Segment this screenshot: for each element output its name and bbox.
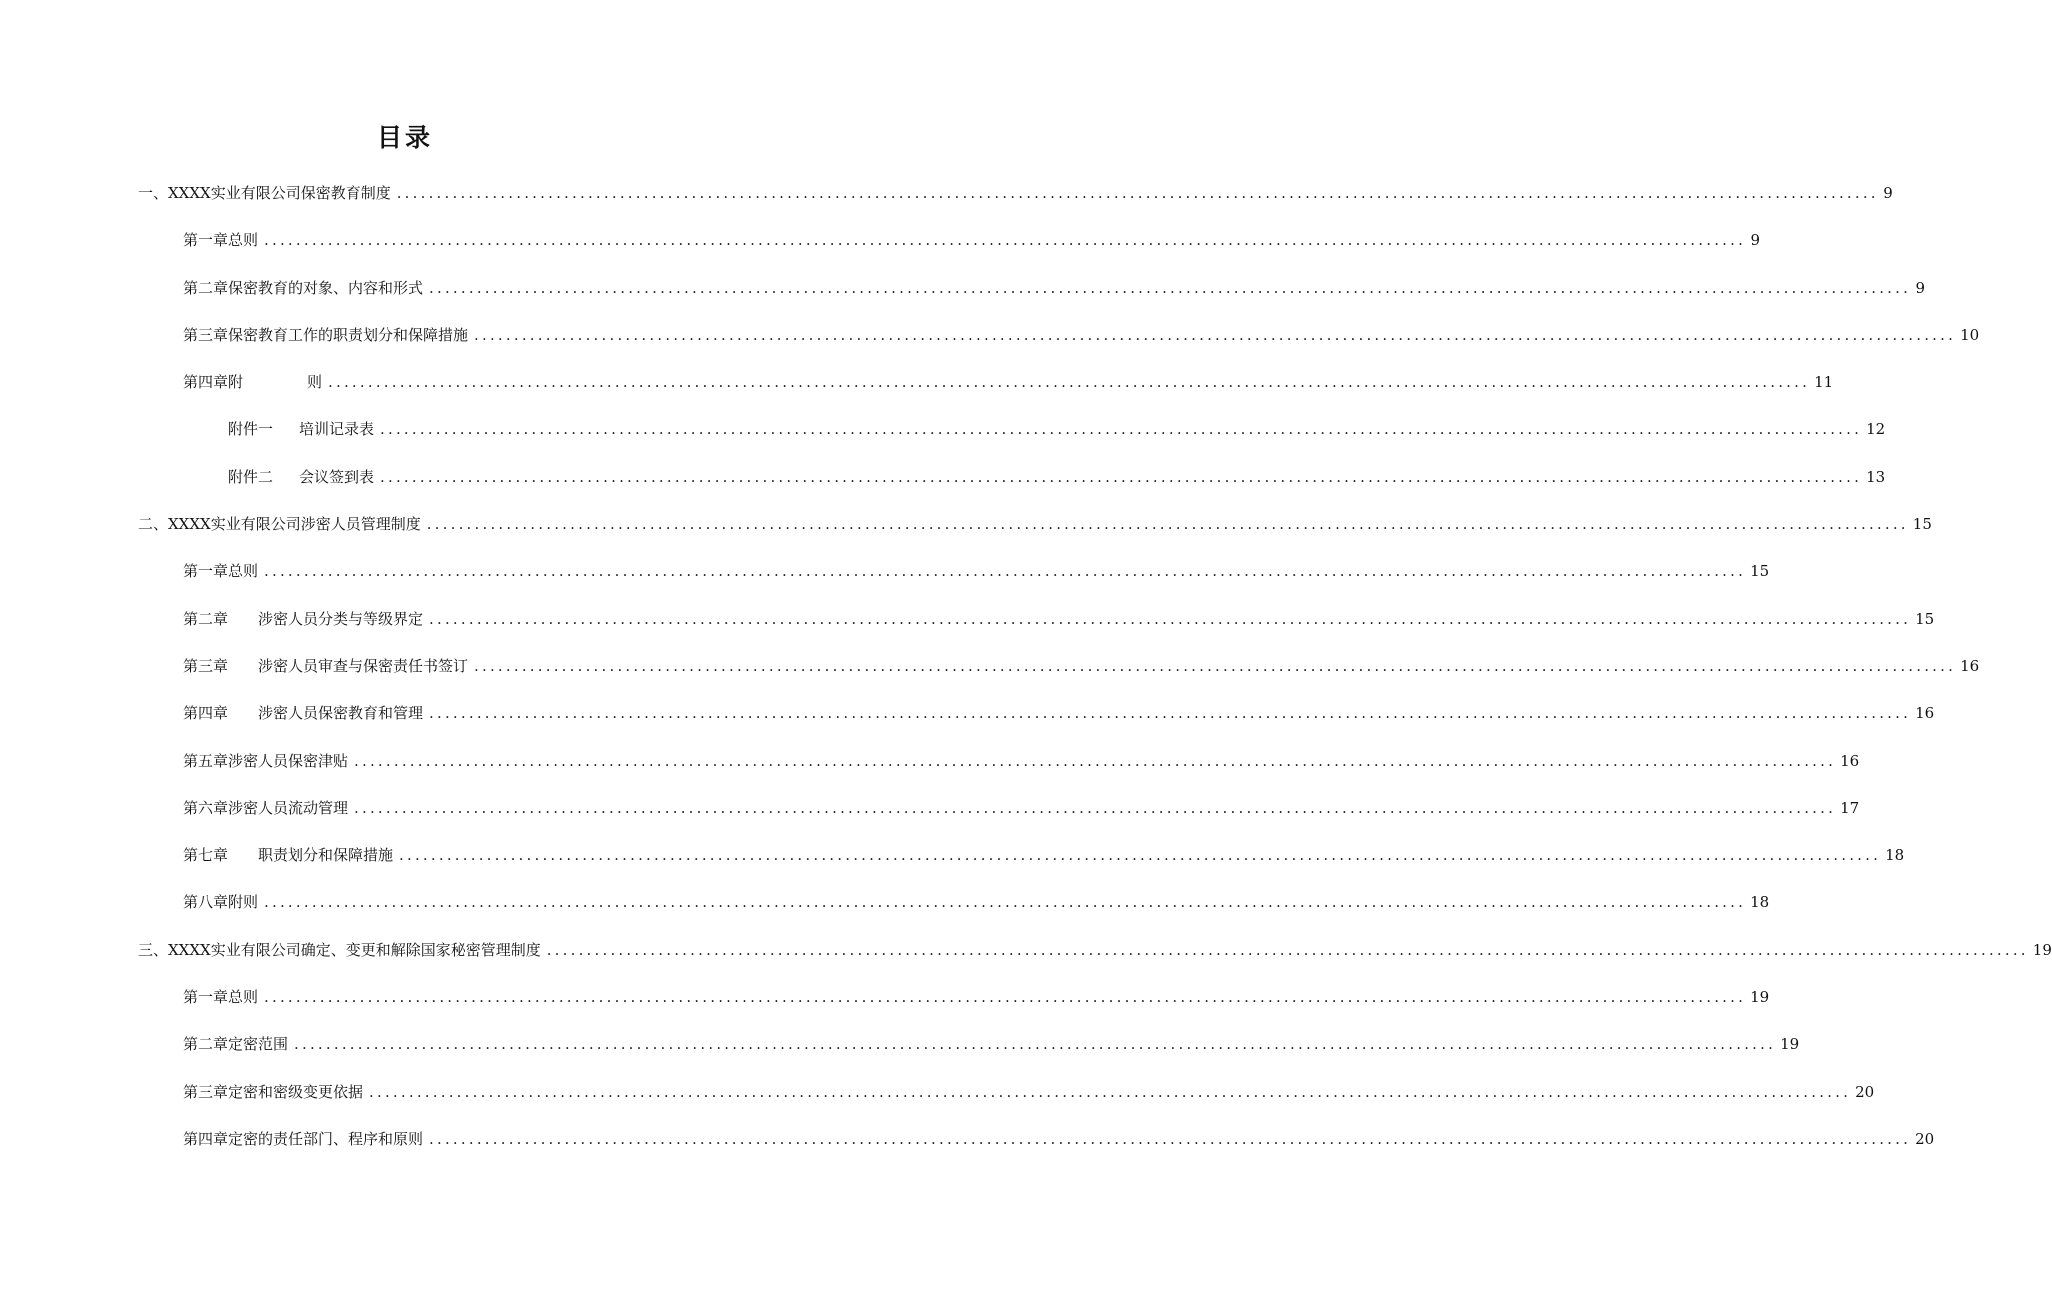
toc-entry-title bbox=[183, 1077, 363, 1107]
toc-leader-dots: .......................................................................................................................................................................................... bbox=[264, 562, 1747, 581]
toc-entry[interactable] bbox=[0, 178, 1893, 225]
toc-title-part: 第八章附则 bbox=[183, 893, 259, 912]
toc-entry-title bbox=[183, 273, 423, 303]
toc-entry-title bbox=[183, 225, 258, 255]
toc-title-part: 第三章保密教育工作的职责划分和保障措施 bbox=[183, 325, 469, 344]
toc-page-number: 20 bbox=[1855, 1082, 1875, 1101]
toc-leader-dots: .......................................................................................................................................................................................... bbox=[474, 325, 1957, 344]
toc-entry-title bbox=[183, 367, 322, 397]
toc-title-part: 第二章 bbox=[183, 609, 229, 628]
toc-leader-dots: .......................................................................................................................................................................................... bbox=[369, 1082, 1852, 1101]
toc-leader-dots: .......................................................................................................................................................................................... bbox=[399, 846, 1882, 865]
toc-title-part: 第四章定密的责任部门、程序和原则 bbox=[183, 1129, 424, 1148]
toc-entry[interactable] bbox=[0, 887, 1770, 934]
toc-entry[interactable] bbox=[0, 1029, 1800, 1076]
toc-title-part: 第三章定密和密级变更依据 bbox=[183, 1082, 364, 1101]
toc-title-part: 附件二 bbox=[228, 467, 274, 486]
toc-title-part: 培训记录表 bbox=[299, 420, 375, 439]
toc-title-part: 三、XXXX实业有限公司确定、变更和解除国家秘密管理制度 bbox=[138, 940, 541, 959]
toc-page-number: 20 bbox=[1915, 1129, 1935, 1148]
toc-entry-title bbox=[183, 1124, 423, 1154]
toc-entry[interactable] bbox=[0, 509, 1932, 556]
toc-leader-dots: .......................................................................................................................................................................................... bbox=[474, 656, 1957, 675]
toc-entry-title bbox=[228, 414, 374, 444]
toc-leader-dots: .......................................................................................................................................................................................... bbox=[429, 704, 1912, 723]
toc-entry-title bbox=[138, 935, 541, 965]
toc-entry[interactable] bbox=[0, 698, 1935, 745]
toc-page-number: 15 bbox=[1750, 562, 1770, 581]
toc-leader-dots: .......................................................................................................................................................................................... bbox=[264, 231, 1747, 250]
toc-entry[interactable] bbox=[0, 462, 1886, 509]
toc-title-part: 涉密人员分类与等级界定 bbox=[258, 609, 424, 628]
toc-entry[interactable] bbox=[0, 651, 1980, 698]
toc-leader-dots: .......................................................................................................................................................................................... bbox=[429, 278, 1912, 297]
toc-entry[interactable] bbox=[0, 556, 1770, 603]
toc-entry[interactable] bbox=[0, 746, 1860, 793]
toc-entry-title bbox=[183, 604, 423, 634]
toc-page-number: 18 bbox=[1885, 846, 1905, 865]
page-title: 目录 bbox=[376, 123, 433, 152]
toc-entry[interactable] bbox=[0, 273, 1926, 320]
toc-entry-title bbox=[183, 982, 258, 1012]
toc-entry[interactable] bbox=[0, 1124, 1935, 1171]
toc-leader-dots: .......................................................................................................................................................................................... bbox=[354, 798, 1837, 817]
toc-entry[interactable] bbox=[0, 840, 1905, 887]
toc-entry[interactable] bbox=[0, 225, 1761, 272]
toc-page-number: 15 bbox=[1912, 515, 1932, 534]
toc-leader-dots: .......................................................................................................................................................................................... bbox=[264, 988, 1747, 1007]
toc-title-part: 第七章 bbox=[183, 846, 229, 865]
toc-entry-title bbox=[183, 320, 468, 350]
toc-entry-title bbox=[183, 840, 393, 870]
toc-title-part: 第四章附 bbox=[183, 373, 244, 392]
toc-page-number: 10 bbox=[1960, 325, 1980, 344]
toc-title-part: 会议签到表 bbox=[299, 467, 375, 486]
table-of-contents bbox=[0, 178, 2052, 1171]
toc-leader-dots: .......................................................................................................................................................................................... bbox=[328, 373, 1811, 392]
toc-title-part: 涉密人员保密教育和管理 bbox=[258, 704, 424, 723]
toc-leader-dots: .......................................................................................................................................................................................... bbox=[396, 184, 1879, 202]
toc-title-part: 第四章 bbox=[183, 704, 229, 723]
toc-entry-title bbox=[138, 178, 391, 208]
toc-leader-dots: .......................................................................................................................................................................................... bbox=[380, 420, 1863, 439]
toc-page-number: 19 bbox=[1780, 1035, 1800, 1054]
toc-title-part: 则 bbox=[307, 373, 323, 392]
toc-page-number: 12 bbox=[1866, 420, 1886, 439]
toc-entry[interactable] bbox=[0, 982, 1770, 1029]
toc-leader-dots: .......................................................................................................................................................................................... bbox=[546, 940, 2029, 959]
toc-page-number: 16 bbox=[1960, 656, 1980, 675]
toc-entry-title bbox=[183, 651, 468, 681]
toc-entry-title bbox=[183, 887, 258, 917]
toc-leader-dots: .......................................................................................................................................................................................... bbox=[429, 1129, 1912, 1148]
toc-title-part: 第一章总则 bbox=[183, 231, 259, 250]
toc-title-part: 第二章保密教育的对象、内容和形式 bbox=[183, 278, 424, 297]
toc-page-number: 17 bbox=[1840, 798, 1860, 817]
toc-page-number: 18 bbox=[1750, 893, 1770, 912]
toc-entry[interactable] bbox=[0, 935, 2052, 982]
toc-page-number: 13 bbox=[1866, 467, 1886, 486]
toc-leader-dots: .......................................................................................................................................................................................... bbox=[294, 1035, 1777, 1054]
toc-title-part: 第三章 bbox=[183, 656, 229, 675]
toc-title-part: 第一章总则 bbox=[183, 988, 259, 1007]
toc-entry-title bbox=[183, 1029, 288, 1059]
toc-title-part: 职责划分和保障措施 bbox=[258, 846, 394, 865]
toc-entry-title bbox=[183, 793, 348, 823]
toc-title-part: 第五章涉密人员保密津贴 bbox=[183, 751, 349, 770]
toc-title-part: 第一章总则 bbox=[183, 562, 259, 581]
toc-leader-dots: .......................................................................................................................................................................................... bbox=[380, 467, 1863, 486]
toc-entry-title bbox=[228, 462, 374, 492]
toc-title-part: 第六章涉密人员流动管理 bbox=[183, 798, 349, 817]
toc-page-number: 9 bbox=[1883, 184, 1893, 202]
toc-leader-dots: .......................................................................................................................................................................................... bbox=[264, 893, 1747, 912]
toc-title-part: 一、XXXX实业有限公司保密教育制度 bbox=[138, 184, 391, 202]
toc-entry[interactable] bbox=[0, 320, 1980, 367]
toc-page-number: 16 bbox=[1840, 751, 1860, 770]
toc-entry[interactable] bbox=[0, 604, 1935, 651]
toc-page-number: 9 bbox=[1915, 278, 1926, 297]
toc-title-part: 涉密人员审查与保密责任书签订 bbox=[258, 656, 469, 675]
toc-title-part: 二、XXXX实业有限公司涉密人员管理制度 bbox=[138, 515, 421, 534]
toc-leader-dots: .......................................................................................................................................................................................... bbox=[426, 515, 1909, 534]
toc-page-number: 9 bbox=[1750, 231, 1761, 250]
toc-page-number: 11 bbox=[1814, 373, 1834, 392]
toc-title-part: 附件一 bbox=[228, 420, 274, 439]
toc-entry[interactable] bbox=[0, 1077, 1875, 1124]
toc-leader-dots: .......................................................................................................................................................................................... bbox=[354, 751, 1837, 770]
toc-entry-title bbox=[138, 509, 421, 539]
toc-page-number: 15 bbox=[1915, 609, 1935, 628]
toc-leader-dots: .......................................................................................................................................................................................... bbox=[429, 609, 1912, 628]
toc-title-part: 第二章定密范围 bbox=[183, 1035, 289, 1054]
toc-entry-title bbox=[183, 746, 348, 776]
toc-page-number: 16 bbox=[1915, 704, 1935, 723]
toc-page-number: 19 bbox=[1750, 988, 1770, 1007]
toc-entry-title bbox=[183, 698, 423, 728]
toc-page-number: 19 bbox=[2032, 940, 2052, 959]
toc-entry[interactable] bbox=[0, 367, 1834, 414]
toc-entry[interactable] bbox=[0, 793, 1860, 840]
toc-entry-title bbox=[183, 556, 258, 586]
toc-entry[interactable] bbox=[0, 414, 1886, 461]
